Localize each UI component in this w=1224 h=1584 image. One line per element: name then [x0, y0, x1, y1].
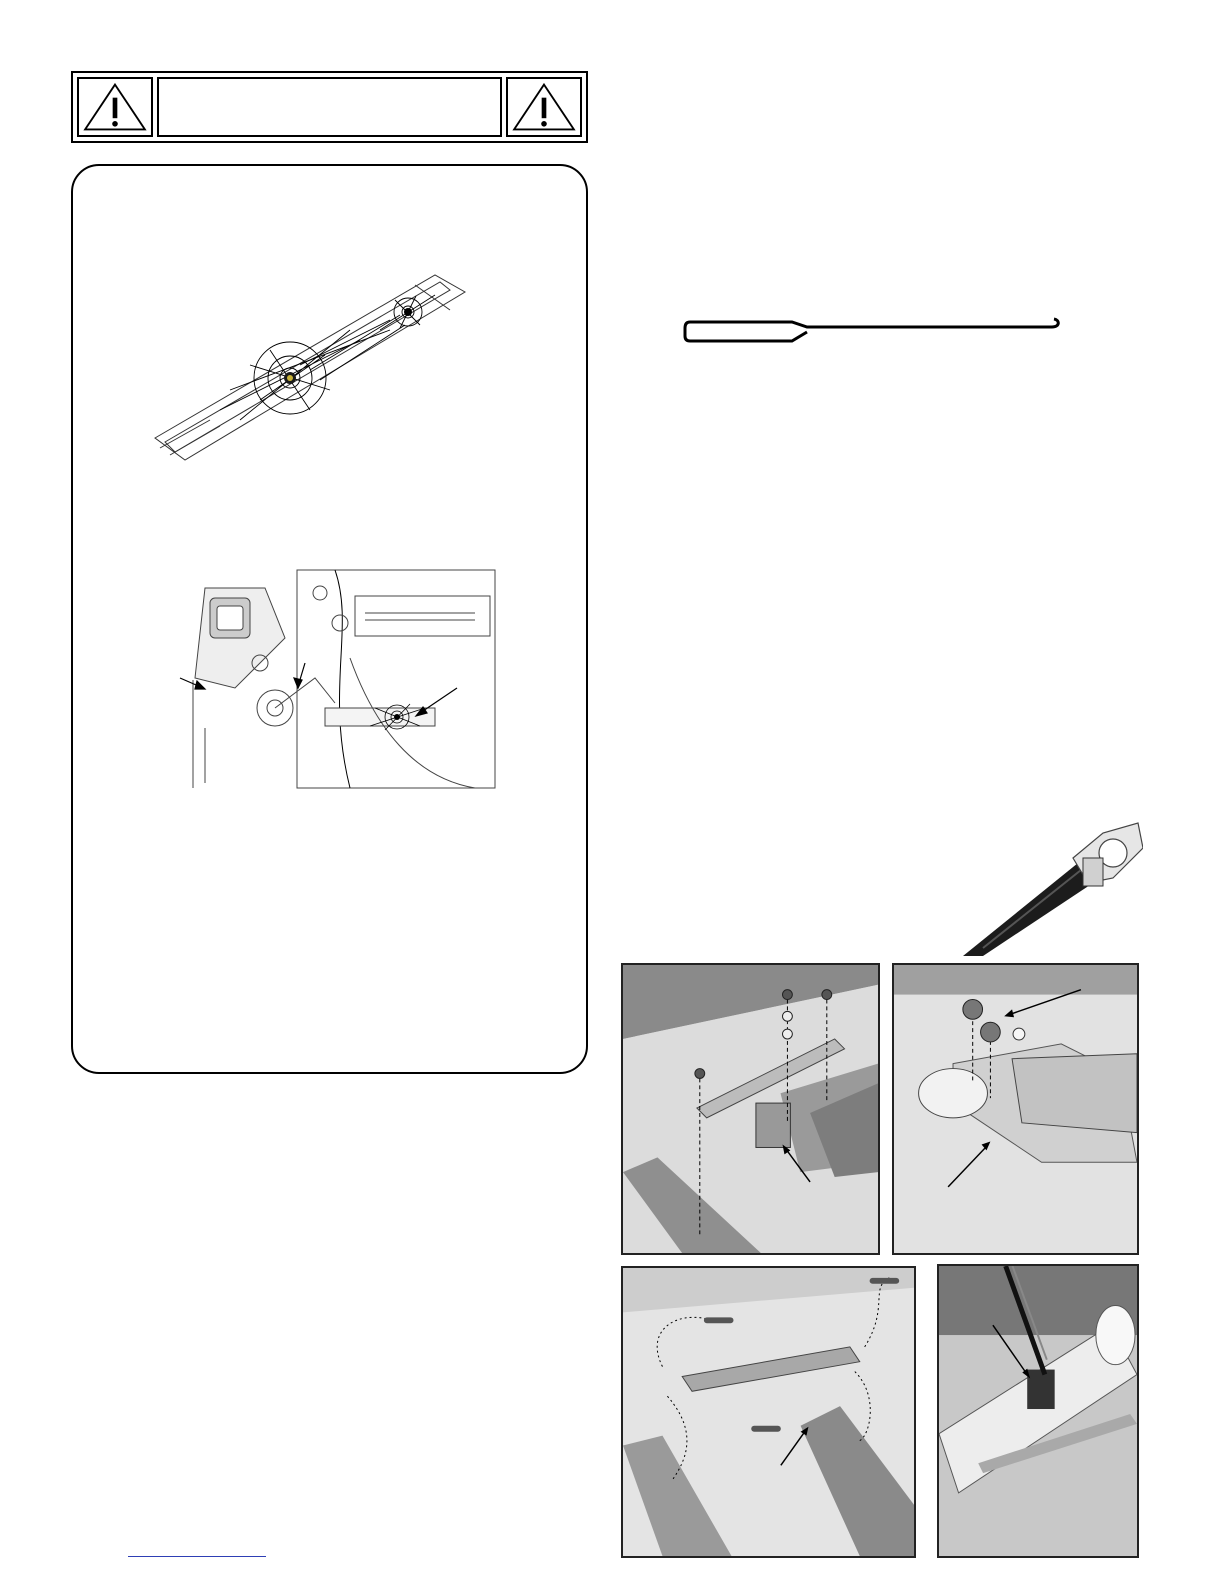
venturi-cleaning-tool-icon [682, 314, 1062, 344]
burner-tube-photo [963, 808, 1143, 956]
spider-web-venturi-icon [150, 270, 470, 465]
burner-valve-diagram [175, 568, 497, 790]
warning-triangle-icon [77, 77, 153, 137]
footer-link-underline[interactable] [128, 1556, 266, 1557]
burner-bracket-screws-photo [621, 963, 880, 1255]
burner-screw-closeup-photo [892, 963, 1139, 1255]
warning-title-box [157, 77, 502, 137]
warning-triangle-icon [506, 77, 582, 137]
screwdriver-bracket-photo [937, 1264, 1139, 1558]
warning-header [71, 71, 588, 143]
hitch-pin-clips-photo [621, 1266, 916, 1558]
